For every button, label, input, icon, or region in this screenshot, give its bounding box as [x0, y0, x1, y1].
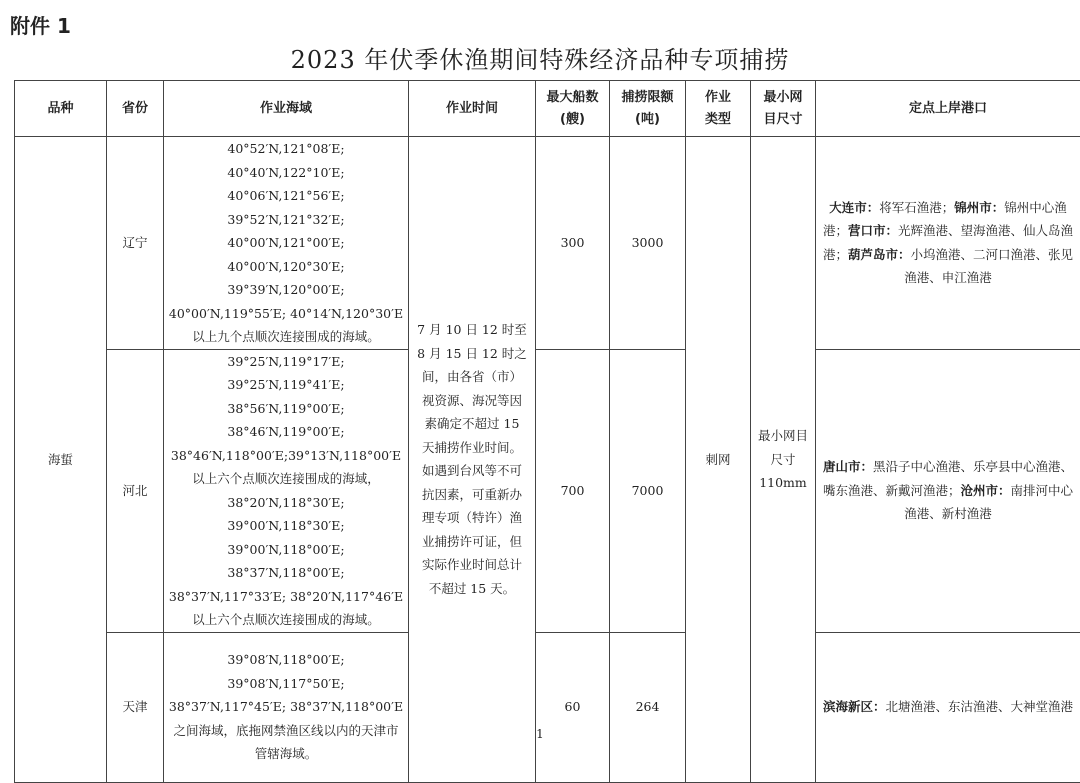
port-city: 唐山市：	[823, 459, 873, 474]
header-mesh-line2: 目尺寸	[763, 112, 802, 127]
header-max-boats-line1: 最大船数	[546, 90, 598, 105]
area-cell: 39°08′N,118°00′E; 39°08′N,117°50′E; 38°37′N,117°45′E; 38°37′N,118°00′E 之间海域，底拖网禁渔区线以内的天津市管辖海域。	[164, 632, 409, 782]
port-city: 大连市：	[829, 200, 879, 215]
area-cell: 39°25′N,119°17′E; 39°25′N,119°41′E; 38°56′N,119°00′E; 38°46′N,119°00′E; 38°46′N,118°00′E;39°13′N,118°00′E 以上六个点顺次连接围成的海域，38°20′N,118°30′E; 39°00′N,118°30′E; 39°00′N,118°00′E; 38°37′N,118°00′E; 38°37′N,117°33′E; 38°20′N,117°46′E 以上六个点顺次连接围成的海域。	[164, 349, 409, 632]
port-list: 光辉渔港、望海渔港、仙人岛渔港；	[823, 223, 1073, 262]
province-cell: 河北	[107, 349, 164, 632]
area-cell: 40°52′N,121°08′E; 40°40′N,122°10′E; 40°06′N,121°56′E; 39°52′N,121°32′E; 40°00′N,121°00′E; 40°00′N,120°30′E; 39°39′N,120°00′E; 40°00′N,119°55′E; 40°14′N,120°30′E 以上九个点顺次连接围成的海域。	[164, 137, 409, 350]
quota-cell: 7000	[610, 349, 686, 632]
quota-cell: 264	[610, 632, 686, 782]
header-province: 省份	[107, 81, 164, 137]
table-header-row	[15, 81, 1080, 137]
header-quota-line1: 捕捞限额	[621, 90, 673, 105]
gear-cell: 刺网	[686, 137, 751, 783]
port-city: 沧州市：	[960, 483, 1010, 498]
table-row-liaoning	[15, 137, 1080, 350]
header-quota-line2: (吨)	[635, 112, 660, 127]
header-gear	[686, 81, 751, 137]
header-gear-line2: 类型	[705, 112, 731, 127]
table-row-tianjin	[15, 632, 1080, 782]
ports-cell	[816, 632, 1080, 782]
province-cell: 辽宁	[107, 137, 164, 350]
quota-cell: 3000	[610, 137, 686, 350]
province-cell: 天津	[107, 632, 164, 782]
port-city: 营口市：	[848, 223, 898, 238]
page-number: 1	[0, 727, 1080, 741]
ports-cell	[816, 137, 1080, 350]
header-ports: 定点上岸港口	[816, 81, 1080, 137]
header-gear-line1: 作业	[705, 90, 731, 105]
species-cell: 海蜇	[15, 137, 107, 783]
header-mesh-line1: 最小网	[763, 90, 802, 105]
port-city: 锦州市：	[954, 200, 1004, 215]
boats-cell: 60	[536, 632, 610, 782]
ports-cell	[816, 349, 1080, 632]
header-max-boats	[536, 81, 610, 137]
port-list: 南排河中心渔港、新村渔港	[904, 483, 1073, 522]
port-list: 北塘渔港、东沽渔港、大神堂渔港	[886, 699, 1074, 714]
boats-cell: 700	[536, 349, 610, 632]
port-list: 将军石渔港；	[879, 200, 954, 215]
page-title: 2023 年伏季休渔期间特殊经济品种专项捕捞	[0, 40, 1080, 75]
port-list: 黑沿子中心渔港、乐亭县中心渔港、嘴东渔港、新戴河渔港；	[823, 459, 1073, 498]
header-species: 品种	[15, 81, 107, 137]
port-city: 滨海新区：	[823, 699, 886, 714]
port-list: 锦州中心渔港；	[823, 200, 1067, 239]
port-list: 小坞渔港、二河口渔港、张见渔港、申江渔港	[904, 247, 1073, 286]
time-cell: 7 月 10 日 12 时至 8 月 15 日 12 时之间，由各省（市）视资源、海况等因素确定不超过 15 天捕捞作业时间。如遇到台风等不可抗因素，可重新办理专项（特许）渔业捕捞许可证，但实际作业时间总计不超过 15 天。	[409, 137, 536, 783]
mesh-cell: 最小网目尺寸 110mm	[751, 137, 816, 783]
header-time: 作业时间	[409, 81, 536, 137]
header-max-boats-line2: (艘)	[560, 112, 585, 127]
header-mesh	[751, 81, 816, 137]
fishing-table	[14, 80, 1080, 783]
attachment-label: 附件 1	[10, 10, 71, 39]
port-city: 葫芦岛市：	[848, 247, 911, 262]
table-row-hebei	[15, 349, 1080, 632]
header-area: 作业海域	[164, 81, 409, 137]
header-quota	[610, 81, 686, 137]
boats-cell: 300	[536, 137, 610, 350]
